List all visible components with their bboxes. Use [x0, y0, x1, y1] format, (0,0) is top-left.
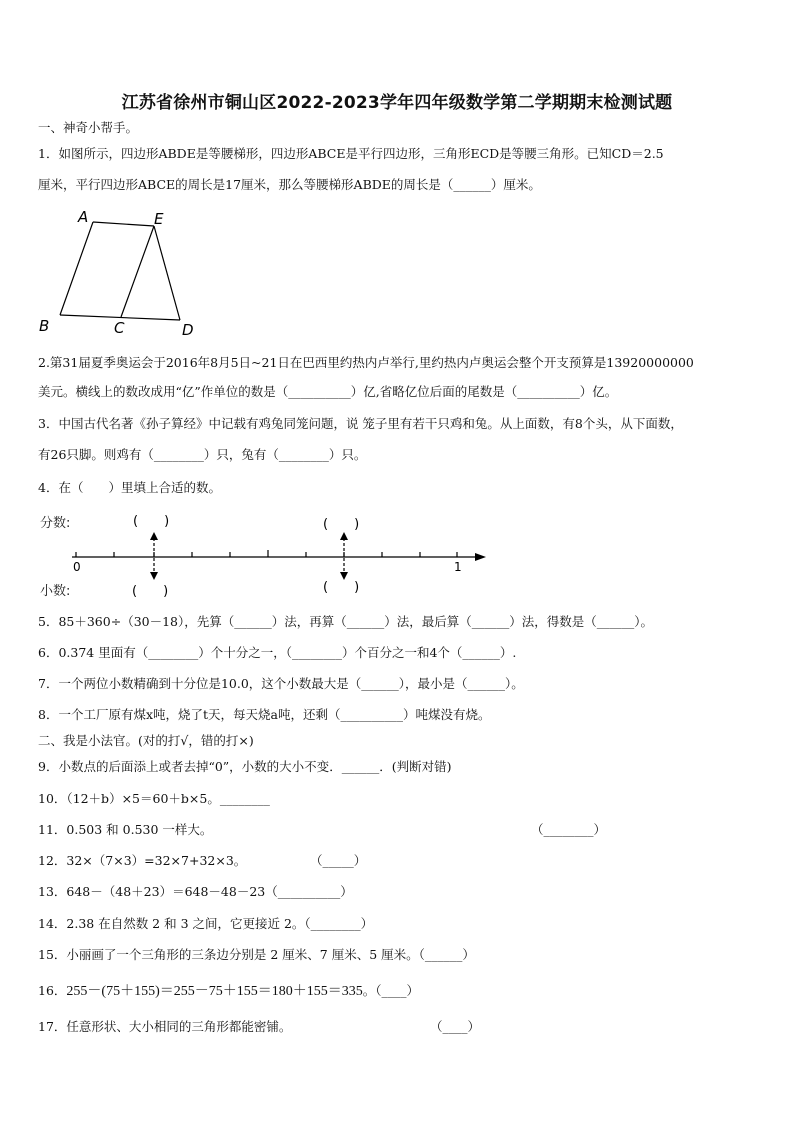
question-13: 13．648－（48＋23）＝648－48－23（__________） — [38, 884, 353, 899]
question-4: 4．在（ ）里填上合适的数。 — [38, 480, 221, 495]
edge-ec — [121, 226, 154, 317]
question-6: 6．0.374 里面有（________）个十分之一，（________）个百分之一和4个（______）. — [38, 645, 517, 660]
question-15: 15．小丽画了一个三角形的三条边分别是 2 厘米、7 厘米、5 厘米。（______） — [38, 947, 475, 962]
question-2-line-2: 美元。横线上的数改成用“亿”作单位的数是（__________）亿,省略亿位后面的尾数是（__________）亿。 — [38, 384, 618, 399]
question-5: 5．85＋360÷（30－18），先算（______）法，再算（______）法，最后算（______）法，得数是（______）。 — [38, 614, 654, 629]
fraction-label: 分数: — [40, 516, 71, 531]
question-1-line-2: 厘米，平行四边形ABCE的周长是17厘米，那么等腰梯形ABDE的周长是（______）厘米。 — [38, 177, 541, 192]
question-2-line-1: 2.第31届夏季奥运会于2016年8月5日~21日在巴西里约热内卢举行,里约热内卢奥运会整个开支预算是13920000000 — [38, 355, 694, 370]
label-d: D — [182, 321, 194, 338]
question-3-line-2: 有26只脚。则鸡有（________）只，兔有（________）只。 — [38, 447, 367, 462]
decimal-label: 小数: — [40, 584, 71, 599]
arrow-up-icon — [340, 532, 348, 540]
label-e: E — [154, 210, 164, 228]
question-8: 8．一个工厂原有煤x吨，烧了t天，每天烧a吨，还剩（__________）吨煤没有烧。 — [38, 707, 491, 722]
label-a: A — [78, 208, 89, 226]
arrow-down-icon — [340, 572, 348, 580]
arrow-down-icon — [150, 572, 158, 580]
decimal-blank-2: ( ) — [323, 580, 360, 595]
question-16-blank: 。（____） — [362, 983, 419, 998]
edge-ed — [154, 226, 180, 320]
section-2-heading: 二、我是小法官。(对的打√，错的打×) — [38, 733, 254, 748]
question-11-blank: （________） — [531, 822, 607, 837]
axis-end-label: 1 — [454, 560, 462, 574]
question-12-blank: （_____） — [310, 853, 367, 868]
question-17: 17．任意形状、大小相同的三角形都能密铺。 — [38, 1019, 292, 1034]
arrow-up-icon — [150, 532, 158, 540]
question-16-expression: 255－(75＋155)＝255－75＋155＝180＋155＝335 — [66, 984, 363, 999]
label-b: B — [39, 317, 50, 335]
question-17-blank: （____） — [430, 1019, 481, 1034]
question-7: 7．一个两位小数精确到十分位是10.0，这个小数最大是（______），最小是（______）。 — [38, 676, 524, 691]
question-16 — [38, 983, 419, 1000]
decimal-blank-1: ( ) — [132, 584, 169, 599]
section-1-heading: 一、神奇小帮手。 — [38, 120, 139, 135]
edge-ae — [93, 222, 154, 226]
edge-ab — [60, 222, 93, 315]
axis-ticks — [76, 550, 457, 557]
question-1-line-1: 1．如图所示，四边形ABDE是等腰梯形，四边形ABCE是平行四边形，三角形ECD是等腰三角形。已知CD＝2.5 — [38, 146, 664, 161]
number-line-figure — [36, 505, 496, 603]
axis-arrow-icon — [475, 553, 486, 561]
question-10: 10．（12＋b）×5＝60＋b×5。________ — [38, 791, 270, 806]
question-3-line-1: 3．中国古代名著《孙子算经》中记载有鸡兔同笼问题，说 笼子里有若干只鸡和兔。从上面数，有8个头，从下面数， — [38, 416, 683, 431]
question-16-number: 16． — [38, 983, 67, 998]
trapezoid-figure — [36, 204, 206, 338]
label-c: C — [114, 319, 125, 337]
question-11: 11．0.503 和 0.530 一样大。 — [38, 822, 213, 837]
question-14: 14．2.38 在自然数 2 和 3 之间，它更接近 2。（________） — [38, 916, 374, 931]
page-title: 江苏省徐州市铜山区2022-2023学年四年级数学第二学期期末检测试题 — [121, 93, 673, 113]
fraction-blank-1: ( ) — [133, 514, 170, 529]
fraction-blank-2: ( ) — [323, 517, 360, 532]
question-9: 9．小数点的后面添上或者去掉“0”，小数的大小不变．______．(判断对错) — [38, 759, 452, 774]
question-12: 12．32×（7×3）=32×7+32×3。 — [38, 853, 247, 868]
axis-start-label: 0 — [73, 560, 81, 574]
